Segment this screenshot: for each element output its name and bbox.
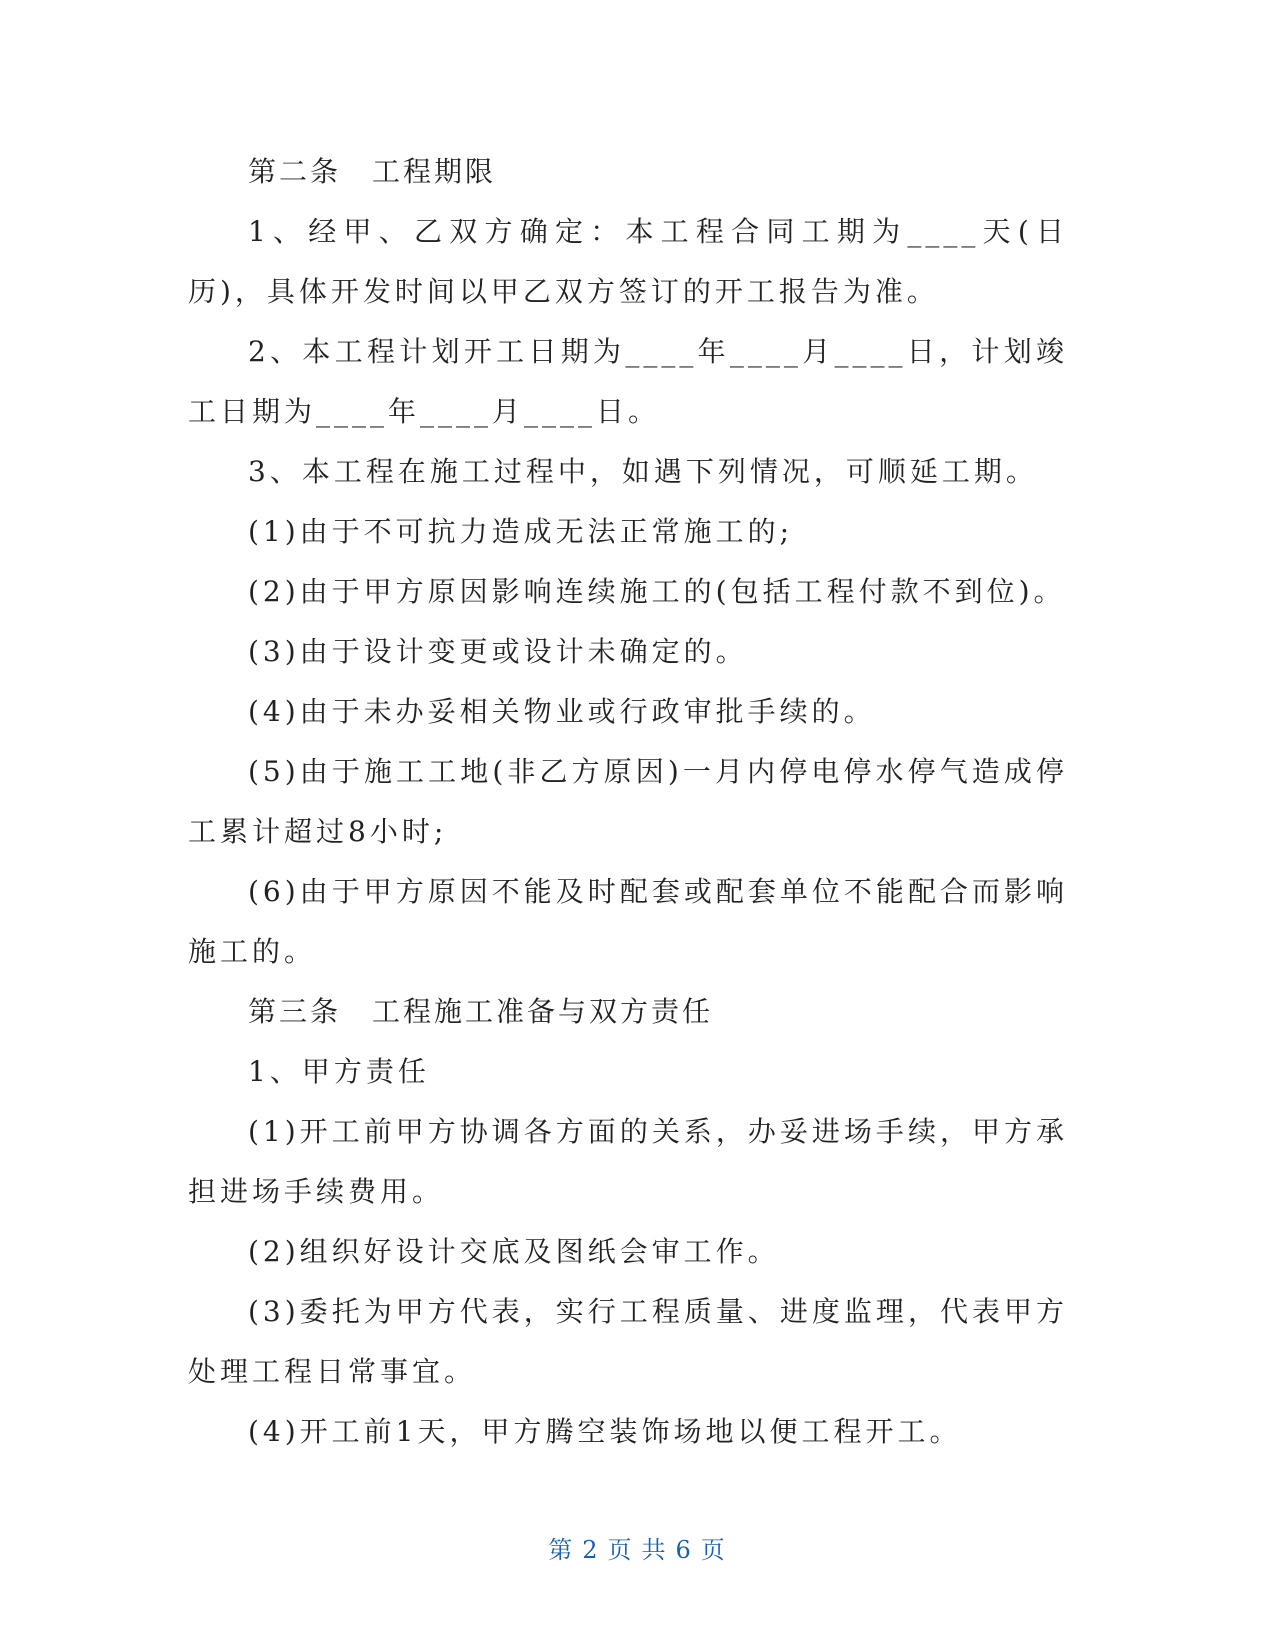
- section-heading-article-3: 第三条 工程施工准备与双方责任: [248, 995, 714, 1028]
- paragraph: 1、经甲、乙双方确定：本工程合同工期为____天(日历)，具体开发时间以甲乙双方签订的开工报告为准。: [188, 215, 1068, 308]
- paragraph: 2、本工程计划开工日期为____年____月____日，计划竣工日期为____年____月____日。: [188, 335, 1068, 428]
- list-item: (2)由于甲方原因影响连续施工的(包括工程付款不到位)。: [248, 575, 1066, 608]
- list-item: (4)由于未办妥相关物业或行政审批手续的。: [248, 695, 876, 728]
- list-item: (1)由于不可抗力造成无法正常施工的;: [248, 515, 794, 548]
- paragraph: 3、本工程在施工过程中，如遇下列情况，可顺延工期。: [248, 455, 1038, 488]
- footer-page-label: 页: [607, 1536, 634, 1564]
- list-item: (1)开工前甲方协调各方面的关系，办妥进场手续，甲方承担进场手续费用。: [188, 1115, 1068, 1208]
- section-heading-article-2: 第二条 工程期限: [248, 155, 497, 188]
- footer-suffix: 页: [700, 1536, 727, 1564]
- list-item: (3)委托为甲方代表，实行工程质量、进度监理，代表甲方处理工程日常事宜。: [188, 1295, 1068, 1388]
- list-item: (2)组织好设计交底及图纸会审工作。: [248, 1235, 780, 1268]
- subsection-heading: 1、甲方责任: [248, 1055, 430, 1088]
- list-item: (4)开工前1天，甲方腾空装饰场地以便工程开工。: [248, 1415, 962, 1448]
- page-footer: [0, 1530, 1275, 1565]
- footer-page-number: 2: [582, 1536, 600, 1564]
- list-item: (3)由于设计变更或设计未确定的。: [248, 635, 748, 668]
- document-body: [188, 142, 1068, 1462]
- list-item: (5)由于施工工地(非乙方原因)一月内停电停水停气造成停工累计超过8小时;: [188, 755, 1068, 848]
- footer-total-pages: 6: [675, 1536, 693, 1564]
- list-item: (6)由于甲方原因不能及时配套或配套单位不能配合而影响施工的。: [188, 875, 1068, 968]
- footer-prefix: 第: [548, 1536, 575, 1564]
- footer-total-label: 共: [641, 1536, 668, 1564]
